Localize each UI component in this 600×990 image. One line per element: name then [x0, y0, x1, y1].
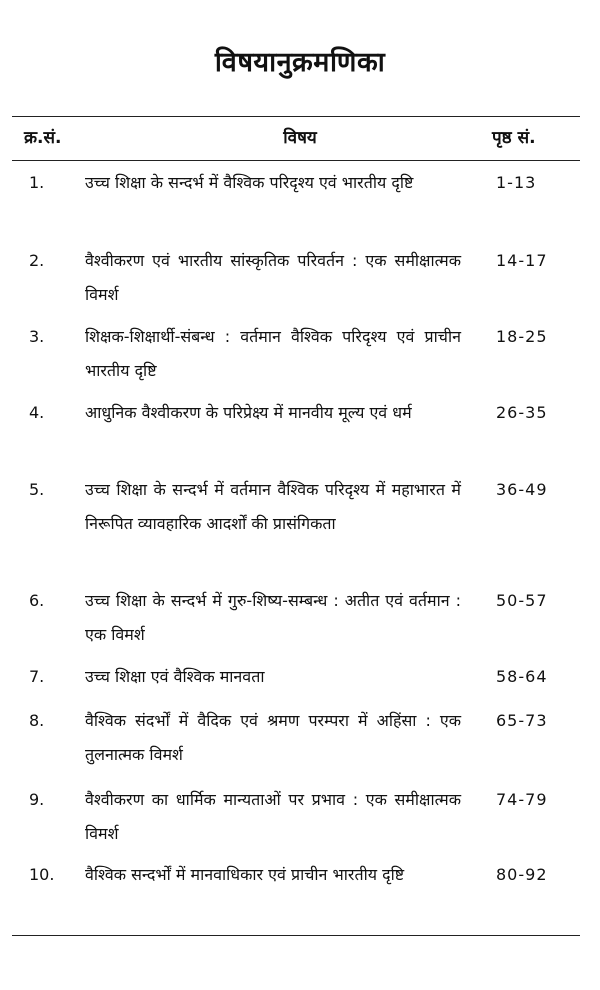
entry-pages: 74-79 [496, 790, 548, 809]
entry-pages: 1-13 [496, 173, 537, 192]
entry-subject: शिक्षक-शिक्षार्थी-संबन्ध : वर्तमान वैश्विक परिदृश्य एवं प्राचीन भारतीय दृष्टि [85, 327, 461, 380]
entry-pages: 50-57 [496, 591, 548, 610]
entry-subject: उच्च शिक्षा के सन्दर्भ में वैश्विक परिदृश्य एवं भारतीय दृष्टि [85, 173, 414, 192]
entry-pages: 18-25 [496, 327, 548, 346]
entry-pages: 80-92 [496, 865, 548, 884]
entry-number: 4. [29, 403, 45, 422]
entry-number: 6. [29, 591, 45, 610]
entry-pages: 26-35 [496, 403, 548, 422]
entry-number: 7. [29, 667, 45, 686]
entry-pages: 36-49 [496, 480, 548, 499]
table-bottom-rule [12, 935, 580, 936]
header-subject: विषय [283, 128, 317, 148]
entry-number: 1. [29, 173, 45, 192]
entry-subject: वैश्विक सन्दर्भों में मानवाधिकार एवं प्राचीन भारतीय दृष्टि [85, 865, 405, 884]
entry-number: 2. [29, 251, 45, 270]
entry-subject: वैश्विक संदर्भों में वैदिक एवं श्रमण परम्परा में अहिंसा : एक तुलनात्मक विमर्श [85, 711, 461, 764]
entry-pages: 58-64 [496, 667, 548, 686]
entry-subject: उच्च शिक्षा के सन्दर्भ में वर्तमान वैश्विक परिदृश्य में महाभारत में निरूपित व्यावहारिक आदर्शों की प्रासंगिकता [85, 480, 461, 533]
header-page-number: पृष्ठ सं. [492, 128, 536, 148]
table-header-rule [12, 160, 580, 161]
page-title: विषयानुक्रमणिका [214, 47, 386, 78]
entry-pages: 14-17 [496, 251, 548, 270]
entry-number: 8. [29, 711, 45, 730]
entry-number: 5. [29, 480, 45, 499]
table-top-rule [12, 116, 580, 117]
entry-subject: आधुनिक वैश्वीकरण के परिप्रेक्ष्य में मानवीय मूल्य एवं धर्म [85, 403, 412, 422]
entry-pages: 65-73 [496, 711, 548, 730]
entry-subject: उच्च शिक्षा के सन्दर्भ में गुरु-शिष्य-सम्बन्ध : अतीत एवं वर्तमान : एक विमर्श [85, 591, 461, 644]
entry-subject: वैश्वीकरण एवं भारतीय सांस्कृतिक परिवर्तन : एक समीक्षात्मक विमर्श [85, 251, 461, 304]
entry-subject: उच्च शिक्षा एवं वैश्विक मानवता [85, 667, 265, 686]
header-serial-number: क्र.सं. [24, 128, 62, 148]
table-header [0, 121, 600, 155]
entry-subject: वैश्वीकरण का धार्मिक मान्यताओं पर प्रभाव : एक समीक्षात्मक विमर्श [85, 790, 461, 843]
entry-number: 10. [29, 865, 55, 884]
entry-number: 9. [29, 790, 45, 809]
entry-number: 3. [29, 327, 45, 346]
